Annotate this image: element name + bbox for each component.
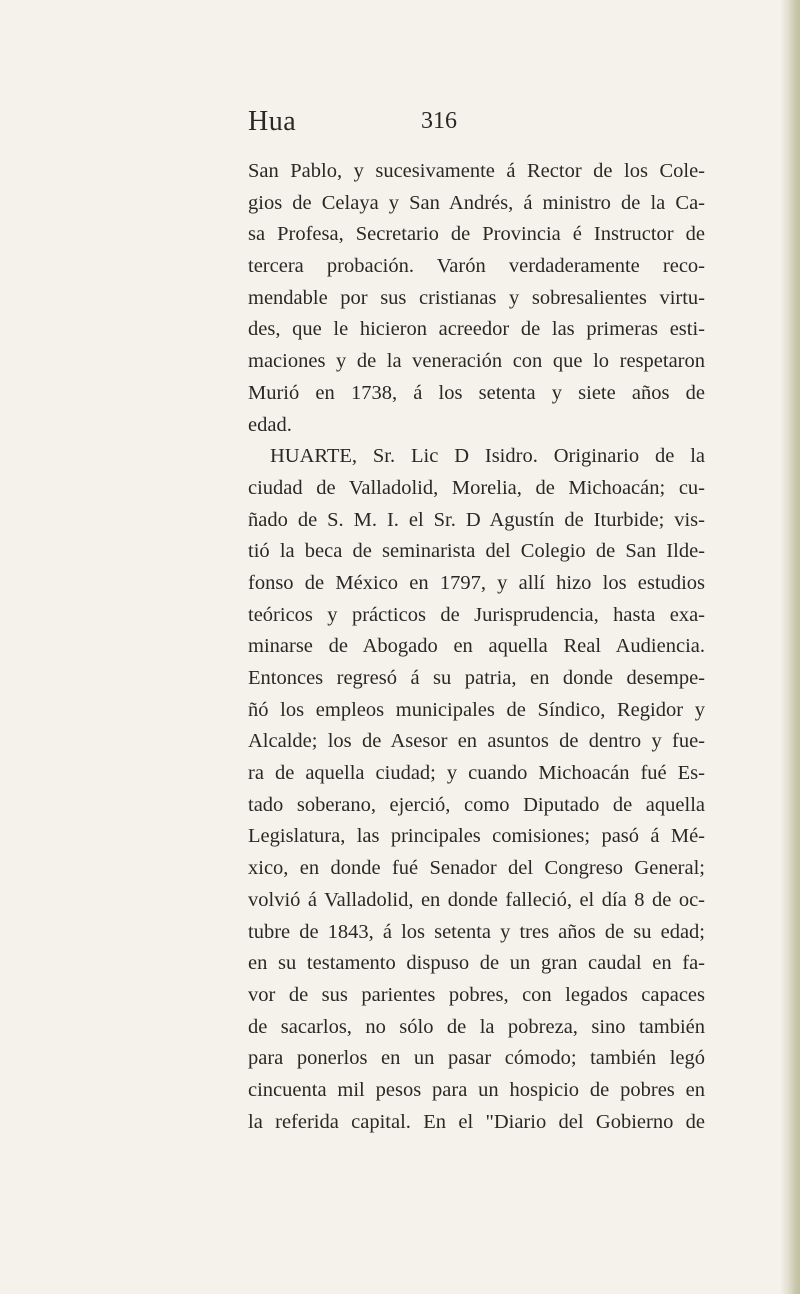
text-line: maciones y de la veneración con que lo respetaron — [248, 350, 705, 373]
text-line: Alcalde; los de Asesor en asuntos de dentro y fue- — [248, 730, 705, 753]
page-number: 316 — [421, 108, 457, 134]
text-line: Murió en 1738, á los setenta y siete años de — [248, 381, 705, 404]
text-line: Entonces regresó á su patria, en donde desempe- — [248, 667, 705, 689]
text-line: edad. — [248, 413, 292, 436]
text-line: teóricos y prácticos de Jurisprudencia, hasta exa- — [248, 603, 705, 626]
text-line: en su testamento dispuso de un gran caudal en fa- — [248, 952, 705, 975]
text-line: volvió á Valladolid, en donde falleció, el día 8 de oc- — [248, 888, 705, 911]
text-line: ra de aquella ciudad; y cuando Michoacán fué Es- — [248, 762, 705, 785]
entry-heading-line: HUARTE, Sr. Lic D Isidro. Originario de la — [270, 445, 705, 468]
text-line: mendable por sus cristianas y sobresalientes virtu- — [248, 286, 705, 309]
running-head — [248, 106, 508, 146]
page-edge — [786, 0, 800, 1294]
text-line: minarse de Abogado en aquella Real Audiencia. — [248, 635, 705, 658]
text-line: tubre de 1843, á los setenta y tres años de su edad; — [248, 920, 705, 943]
text-line: des, que le hicieron acreedor de las primeras esti- — [248, 318, 705, 341]
text-line: gios de Celaya y San Andrés, á ministro de la Ca- — [248, 191, 705, 214]
text-line: la referida capital. En el "Diario del Gobierno de — [248, 1110, 705, 1133]
text-line: tado soberano, ejerció, como Diputado de aquella — [248, 793, 705, 816]
text-line: vor de sus parientes pobres, con legados capaces — [248, 983, 705, 1006]
text-line: de sacarlos, no sólo de la pobreza, sino también — [248, 1015, 705, 1038]
body-text — [248, 156, 705, 1138]
text-line: tercera probación. Varón verdaderamente reco- — [248, 255, 705, 278]
text-line: Legislatura, las principales comisiones; pasó á Mé- — [248, 825, 705, 848]
text-line: sa Profesa, Secretario de Provincia é Instructor de — [248, 223, 705, 246]
text-line: ñó los empleos municipales de Síndico, Regidor y — [248, 698, 705, 721]
running-head-title: Hua — [248, 106, 297, 137]
text-line: fonso de México en 1797, y allí hizo los estudios — [248, 571, 705, 594]
text-line: ñado de S. M. I. el Sr. D Agustín de Iturbide; vis- — [248, 508, 705, 531]
text-line: para ponerlos en un pasar cómodo; también legó — [248, 1047, 705, 1070]
text-line: tió la beca de seminarista del Colegio de San Ilde- — [248, 540, 705, 563]
text-line: xico, en donde fué Senador del Congreso General; — [248, 857, 705, 880]
text-line: cincuenta mil pesos para un hospicio de pobres en — [248, 1078, 705, 1101]
text-line: San Pablo, y sucesivamente á Rector de los Cole- — [248, 160, 705, 182]
text-line: ciudad de Valladolid, Morelia, de Michoacán; cu- — [248, 476, 705, 499]
